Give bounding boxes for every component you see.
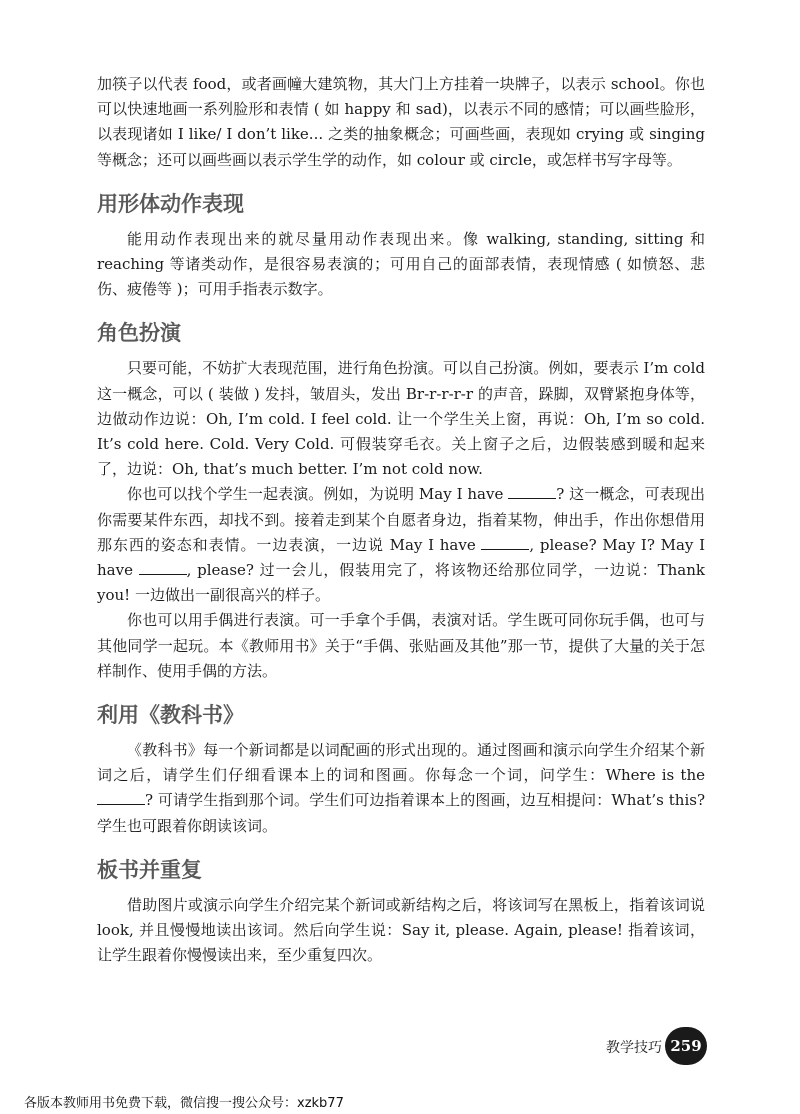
section-heading-blackboard: 板书并重复	[97, 857, 202, 882]
watermark-text: 各版本教师用书免费下载，微信搜一搜公众号：xzkb77	[24, 1096, 344, 1111]
textbook-p1-part-a: 《教科书》每一个新词都是以词配画的形式出现的。通过图画和演示向学生介绍某个新词之后，请学生们仔细看课本上的词和图画。你每念一个词，问学生：Where is the	[97, 741, 705, 785]
section-heading-textbook: 利用《教科书》	[97, 703, 244, 728]
footer-section-label: 教学技巧	[606, 1040, 662, 1056]
fill-blank	[139, 560, 187, 575]
blackboard-paragraph: 借助图片或演示向学生介绍完某个新词或新结构之后，将该词写在黑板上，指着该词说 look, 并且慢慢地读出该词。然后向学生说：Say it, please. Again, please! 指着该词，让学生跟着你慢慢读出来，至少重复四次。	[97, 895, 705, 965]
intro-paragraph: 加筷子以代表 food，或者画幢大建筑物，其大门上方挂着一块牌子，以表示 school。你也可以快速地画一系列脸形和表情 ( 如 happy 和 sad)，以表示不同的感情；可以画些脸形，以表现诸如 I like/ I don’t like... 之类的抽象概念；可画些画，表现如 crying 或 singing 等概念；还可以画些画以表示学生学的动作，如 colour 或 circle，或怎样书写字母等。	[97, 75, 705, 169]
fill-blank	[97, 790, 145, 805]
role-play-p2-part-d: , please? 过一会儿，假装用完了，将该物还给那位同学，一边说：Thank you! 一边做出一副很高兴的样子。	[97, 561, 705, 605]
page-number-badge: 259	[665, 1027, 707, 1065]
role-play-p2-part-a: 你也可以找个学生一起表演。例如，为说明 May I have	[127, 485, 509, 504]
role-play-p2-part-c: , please? May I? May I have	[97, 535, 705, 580]
fill-blank	[508, 484, 556, 499]
role-play-paragraph-1: 只要可能，不妨扩大表现范围，进行角色扮演。可以自己扮演。例如，要表示 I’m cold 这一概念，可以 ( 装做 ) 发抖，皱眉头，发出 Br-r-r-r-r 的声音，跺脚，双臂紧抱身体等，边做动作边说：Oh, I’m cold. I feel cold. 让一个学生关上窗，再说：Oh, I’m so cold. It’s cold here. Cold. Very Cold. 可假装穿毛衣。关上窗子之后，边假装感到暖和起来了，边说：Oh, that’s much better. I’m not cold now.	[97, 359, 705, 479]
fill-blank	[481, 535, 529, 550]
section-heading-body-movement: 用形体动作表现	[97, 191, 244, 216]
role-play-paragraph-3: 你也可以用手偶进行表演。可一手拿个手偶，表演对话。学生既可同你玩手偶，也可与其他同学一起玩。本《教师用书》关于“手偶、张贴画及其他”那一节，提供了大量的关于怎样制作、使用手偶的方法。	[97, 611, 705, 680]
textbook-paragraph	[97, 738, 705, 839]
role-play-p2-part-b: ? 这一概念，可表现出你需要某件东西，却找不到。接着走到某个自愿者身边，指着某物，伸出手，作出你想借用那东西的姿态和表情。一边表演，一边说 May I have	[97, 485, 706, 554]
body-movement-paragraph: 能用动作表现出来的就尽量用动作表现出来。像 walking, standing, sitting 和 reaching 等诸类动作，是很容易表演的；可用自己的面部表情，表现情感 ( 如愤怒、悲伤、疲倦等 )；可用手指表示数字。	[97, 229, 705, 299]
page-content	[97, 72, 705, 968]
section-heading-role-play: 角色扮演	[97, 321, 181, 346]
textbook-p1-part-b: ? 可请学生指到那个词。学生们可边指着课本上的图画，边互相提问：What’s this? 学生也可跟着你朗读该词。	[97, 791, 705, 835]
role-play-paragraph-2	[97, 482, 705, 608]
